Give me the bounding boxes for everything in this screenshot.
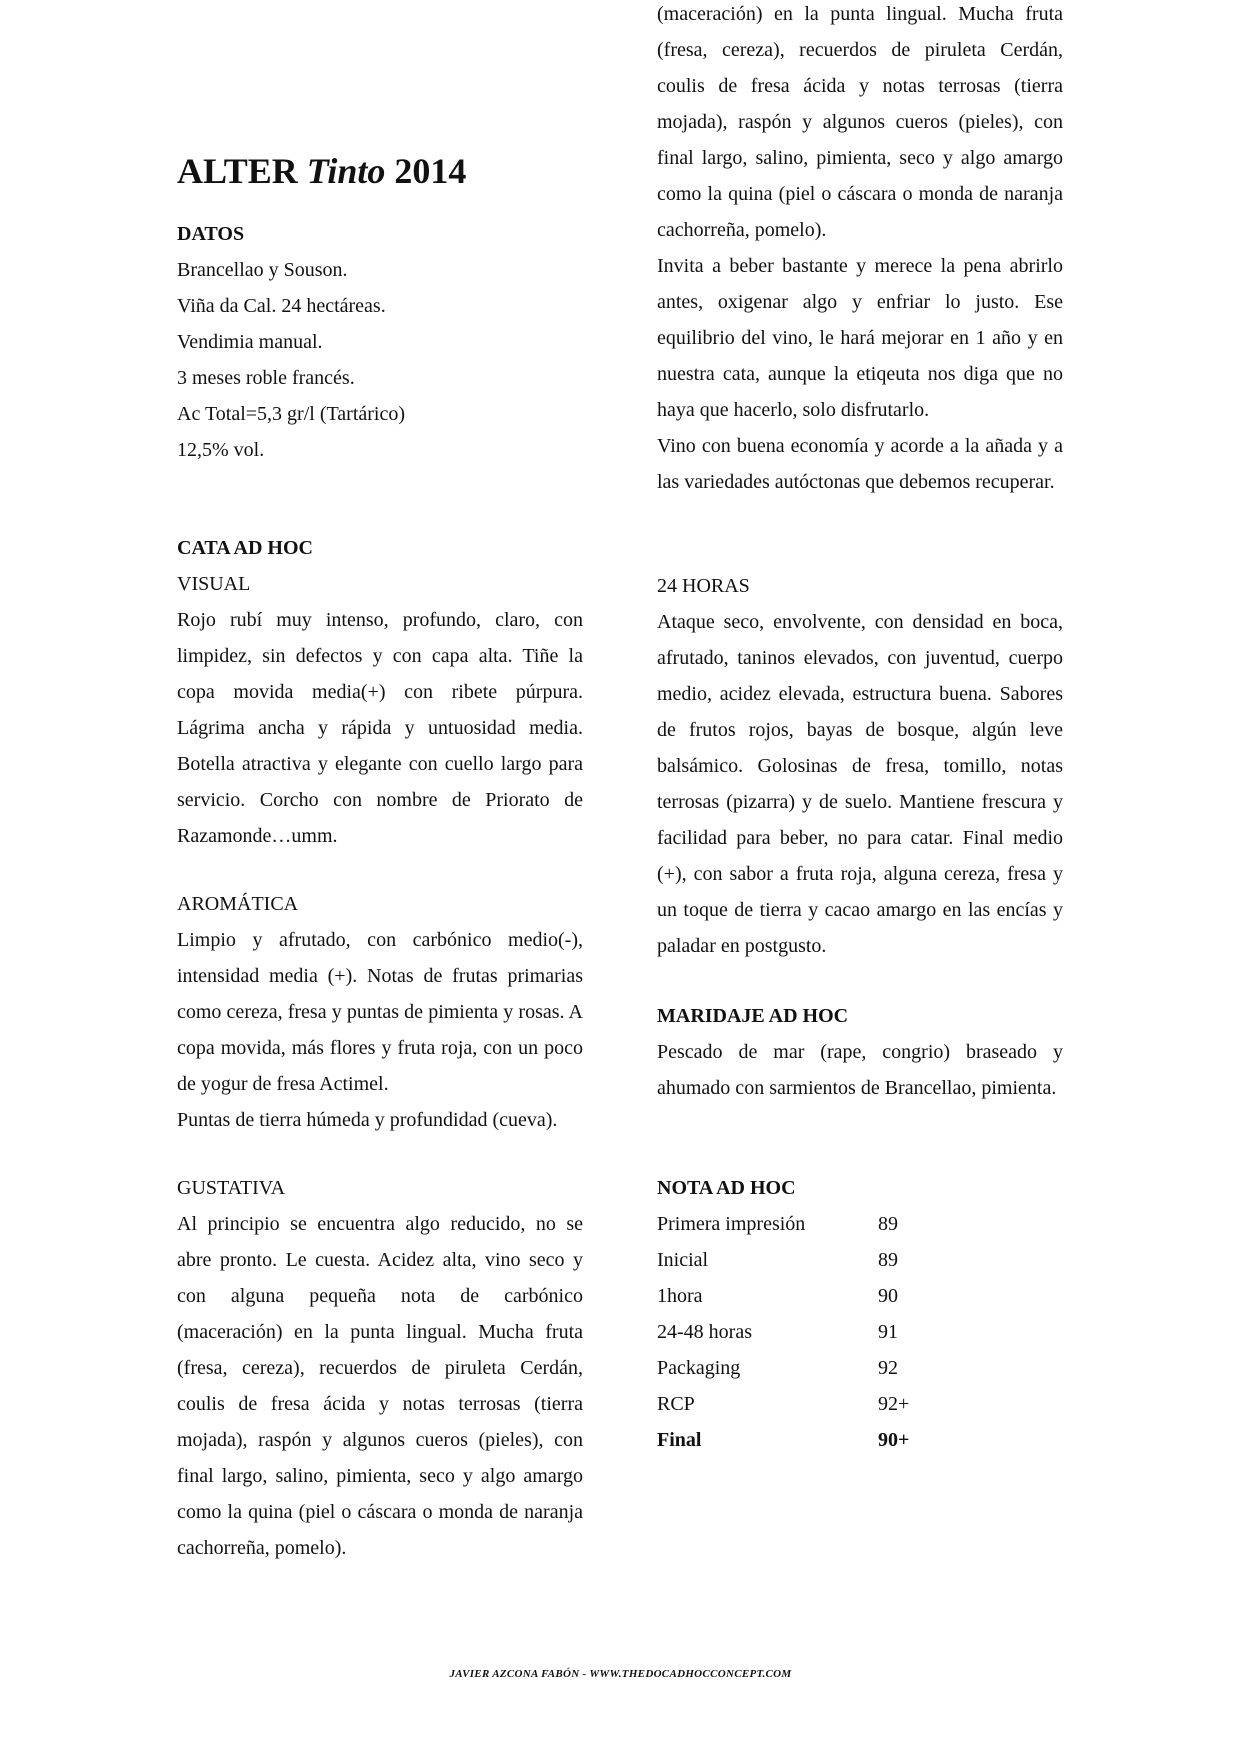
datos-section [177, 216, 583, 468]
footer: JAVIER AZCONA FABÓN - WWW.THEDOCADHOCCONCEPT.COM [449, 1668, 792, 1680]
gustativa-text: Al principio se encuentra algo reducido, no se abre pronto. Le cuesta. Acidez alta, vino seco y con alguna pequeña nota de carbónico (maceración) en la punta lingual. Mucha fruta (fresa, cereza), recuerdos de piruleta Cerdán, coulis de fresa ácida y notas terrosas (tierra mojada), raspón y algunos cueros (pieles), con final largo, salino, pimienta, seco y algo amargo como la quina (piel o cáscara o monda de naranja cachorreña, pomelo). [177, 1213, 583, 1559]
wine-type: Tinto [306, 151, 386, 191]
datos-heading: DATOS [177, 223, 245, 245]
score-row [657, 1206, 1063, 1242]
datos-line: Brancellao y Souson. [177, 259, 348, 281]
score-label: 24-48 horas [657, 1321, 752, 1343]
gustativa-text-continued: (maceración) en la punta lingual. Mucha fruta (fresa, cereza), recuerdos de piruleta Cerdán, coulis de fresa ácida y notas terrosas (tierra mojada), raspón y algunos cueros (pieles), con final largo, salino, pimienta, seco y algo amargo como la quina (piel o cáscara o monda de naranja cachorreña, pomelo). [657, 3, 1063, 241]
score-label: Inicial [657, 1249, 709, 1271]
maridaje-heading: MARIDAJE AD HOC [657, 1005, 849, 1027]
horas24-text: Ataque seco, envolvente, con densidad en boca, afrutado, taninos elevados, con juventud, cuerpo medio, acidez elevada, estructura buena. Sabores de frutos rojos, bayas de bosque, algún leve balsámico. Golosinas de fresa, tomillo, notas terrosas (pizarra) y de suelo. Mantiene frescura y facilidad para beber, no para catar. Final medio (+), con sabor a fruta roja, alguna cereza, fresa y un toque de tierra y cacao amargo en las encías y paladar en postgusto. [657, 611, 1063, 957]
score-row [657, 1242, 1063, 1278]
score-row-final [657, 1422, 1063, 1458]
visual-heading: VISUAL [177, 573, 251, 595]
score-value: 91 [878, 1321, 898, 1343]
score-row [657, 1278, 1063, 1314]
horas24-section [657, 568, 1063, 964]
gustativa-extra [657, 248, 1063, 500]
gustativa-heading: GUSTATIVA [177, 1177, 286, 1199]
cata-heading: CATA AD HOC [177, 537, 313, 559]
cata-section [177, 530, 583, 854]
gustativa-section [177, 1170, 583, 1206]
gustativa-text-2: Invita a beber bastante y merece la pena abrirlo antes, oxigenar algo y enfriar lo justo. Ese equilibrio del vino, le hará mejorar en 1 año y en nuestra cata, aunque la etiqeuta nos diga que no haya que hacerlo, solo disfrutarlo. [657, 255, 1063, 421]
nota-section [657, 1170, 1063, 1458]
score-value: 90+ [878, 1429, 910, 1451]
aromatica-text-2: Puntas de tierra húmeda y profundidad (cueva). [177, 1109, 558, 1131]
score-label: RCP [657, 1393, 695, 1415]
datos-line: 12,5% vol. [177, 439, 265, 461]
aromatica-text: Limpio y afrutado, con carbónico medio(-), intensidad media (+). Notas de frutas primarias como cereza, fresa y puntas de pimienta y rosas. A copa movida, más flores y fruta roja, con un poco de yogur de fresa Actimel. [177, 929, 583, 1095]
page-title [177, 147, 466, 195]
score-row [657, 1314, 1063, 1350]
score-value: 92+ [878, 1393, 910, 1415]
score-label: Final [657, 1429, 702, 1451]
score-value: 90 [878, 1285, 898, 1307]
score-row [657, 1386, 1063, 1422]
nota-heading: NOTA AD HOC [657, 1177, 796, 1199]
datos-line: Vendimia manual. [177, 331, 323, 353]
datos-line: 3 meses roble francés. [177, 367, 355, 389]
aromatica-section [177, 886, 583, 1138]
score-label: 1hora [657, 1285, 703, 1307]
maridaje-section [657, 998, 1063, 1106]
score-value: 89 [878, 1249, 898, 1271]
score-label: Primera impresión [657, 1213, 806, 1235]
aromatica-heading: AROMÁTICA [177, 893, 299, 915]
wine-name: ALTER [177, 151, 298, 191]
score-value: 89 [878, 1213, 898, 1235]
datos-line: Viña da Cal. 24 hectáreas. [177, 295, 386, 317]
visual-text: Rojo rubí muy intenso, profundo, claro, con limpidez, sin defectos y con capa alta. Tiñe la copa movida media(+) con ribete púrpura. Lágrima ancha y rápida y untuosidad media. Botella atractiva y elegante con cuello largo para servicio. Corcho con nombre de Priorato de Razamonde…umm. [177, 609, 583, 847]
horas24-heading: 24 HORAS [657, 575, 750, 597]
score-label: Packaging [657, 1357, 741, 1379]
maridaje-text: Pescado de mar (rape, congrio) braseado y ahumado con sarmientos de Brancellao, pimienta. [657, 1041, 1063, 1099]
gustativa-text-3: Vino con buena economía y acorde a la añada y a las variedades autóctonas que debemos recuperar. [657, 435, 1063, 493]
wine-year: 2014 [394, 151, 467, 191]
score-row [657, 1350, 1063, 1386]
datos-line: Ac Total=5,3 gr/l (Tartárico) [177, 403, 406, 425]
score-value: 92 [878, 1357, 898, 1379]
